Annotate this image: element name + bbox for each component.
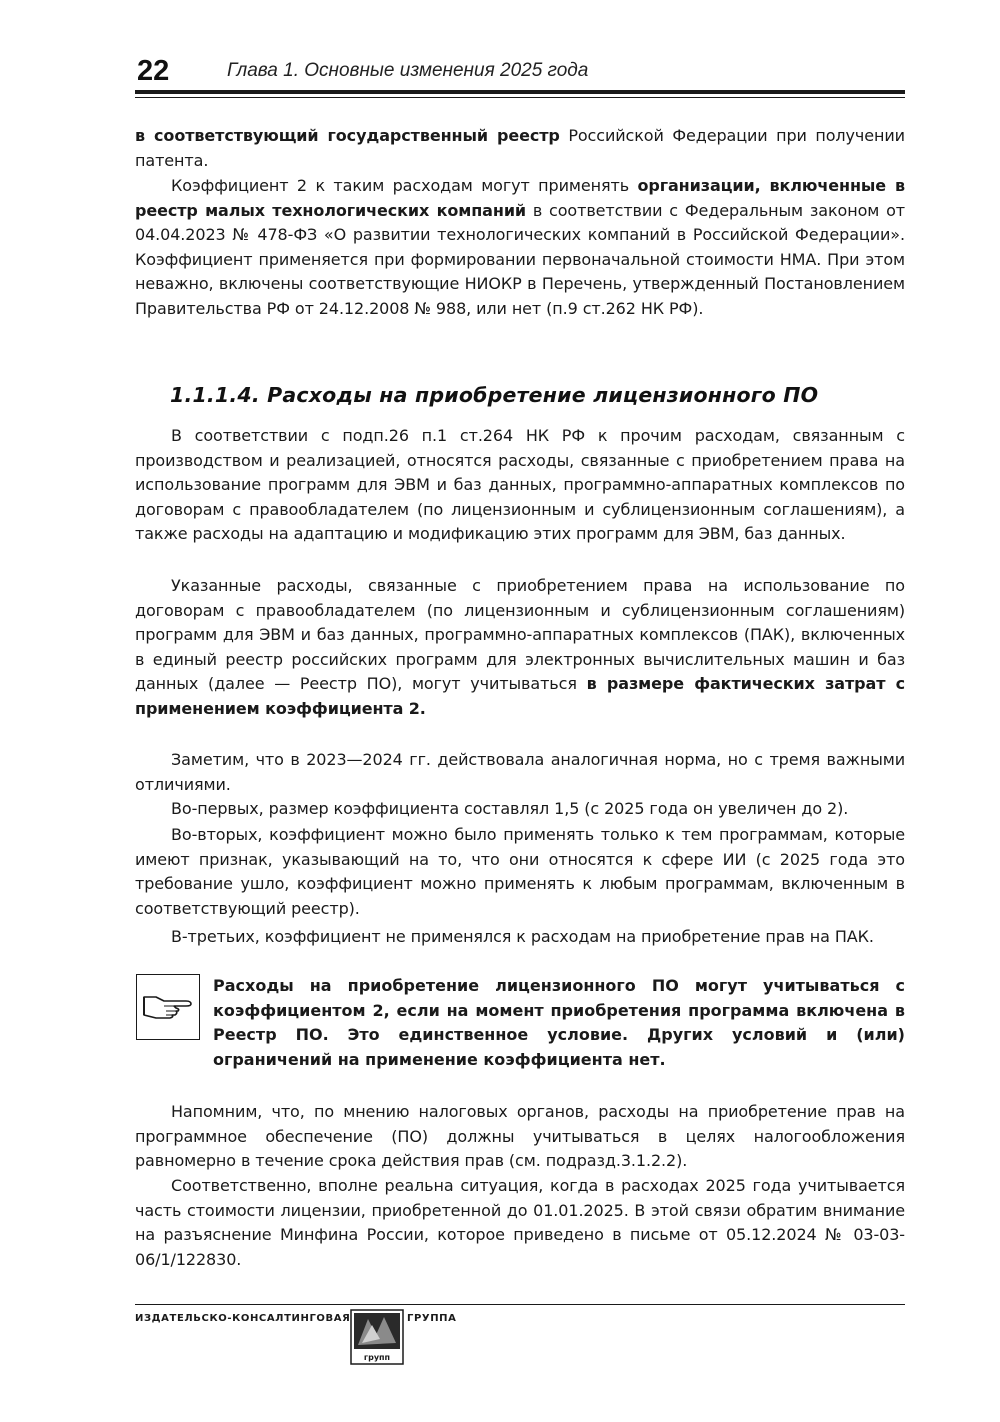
paragraph-6: [135, 797, 905, 822]
logo-caption: групп: [363, 1353, 391, 1362]
note-icon-box: [136, 974, 200, 1040]
paragraph-10: [135, 1174, 905, 1272]
text-run: Российской Федерации при получении патента.: [135, 126, 905, 170]
text-run: организации, включенные в реестр малых технологических компаний: [135, 176, 905, 220]
text-run: в соответствующий государственный реестр: [135, 126, 560, 145]
paragraph-2: [135, 174, 905, 321]
paragraph-1: [135, 124, 905, 173]
publisher-logo-icon: [350, 1309, 404, 1365]
paragraph-8: [135, 925, 905, 950]
publisher-name-right: ГРУППА: [407, 1313, 457, 1324]
text-run: В соответствии с подп.26 п.1 ст.264 НК РФ к прочим расходам, связанным с производством и реализацией, относятся расходы, связанные с приобретением права на использование программ для ЭВМ и баз данных, программно-аппаратных комплексов по договорам с правообладателем (по лицензионным и сублицензионным соглашениям), а также расходы на адаптацию и модификацию этих программ для ЭВМ, баз данных.: [135, 426, 905, 543]
text-run: Соответственно, вполне реальна ситуация, когда в расходах 2025 года учитывается часть стоимости лицензии, приобретенной до 01.01.2025. В этой связи обратим внимание на разъяснение Минфина России, которое приведено в письме от 05.12.2024 № 03-03-06/1/122830.: [135, 1176, 905, 1269]
header-rule-thick: [135, 90, 905, 94]
text-run: Во-вторых, коэффициент можно было применять только к тем программам, которые имеют признак, указывающий на то, что они относятся к сфере ИИ (с 2025 года это требование ушло, коэффициент можно применять к любым программам, включенным в соответствующий реестр).: [135, 825, 905, 918]
paragraph-4: [135, 574, 905, 721]
paragraph-9: [135, 1100, 905, 1174]
footer-rule: [135, 1304, 905, 1305]
page-number: 22: [137, 55, 170, 87]
text-run: В-третьих, коэффициент не применялся к расходам на приобретение прав на ПАК.: [171, 927, 874, 946]
paragraph-5: [135, 748, 905, 797]
paragraph-7: [135, 823, 905, 921]
text-run: в размере фактических затрат с применением коэффициента 2.: [135, 674, 905, 718]
text-run: Коэффициент 2 к таким расходам могут применять: [171, 176, 638, 195]
text-run: Заметим, что в 2023—2024 гг. действовала аналогичная норма, но с тремя важными отличиями.: [135, 750, 905, 794]
page-header: [135, 52, 905, 92]
chapter-title: Глава 1. Основные изменения 2025 года: [227, 60, 589, 81]
header-rule-thin: [135, 97, 905, 98]
pointing-hand-icon: [142, 991, 194, 1021]
text-run: в соответствии с Федеральным законом от 04.04.2023 № 478-ФЗ «О развитии технологических компаний в Российской Федерации». Коэффициент применяется при формировании первоначальной стоимости НМА. При этом неважно, включены соответствующие НИОКР в Перечень, утвержденный Постановлением Правительства РФ от 24.12.2008 № 988, или нет (п.9 ст.262 НК РФ).: [135, 200, 905, 318]
text-run: Во-первых, размер коэффициента составлял 1,5 (с 2025 года он увеличен до 2).: [171, 799, 849, 818]
text-run: Напомним, что, по мнению налоговых органов, расходы на приобретение прав на программное обеспечение (ПО) должны учитываться в целях налогообложения равномерно в течение срока действия прав (см. подразд.3.1.2.2).: [135, 1102, 905, 1170]
callout-note: Расходы на приобретение лицензионного ПО могут учитываться с коэффициентом 2, если на момент приобретения программа включена в Реестр ПО. Это единственное условие. Других условий и (или) ограничений на применение коэффициента нет.: [213, 976, 905, 1069]
text-run: Указанные расходы, связанные с приобретением права на использование по договорам с правообладателем (по лицензионным и сублицензионным соглашениям) программ для ЭВМ и баз данных, программно-аппаратных комплексов (ПАК), включенных в единый реестр российских программ для электронных вычислительных машин и баз данных (далее — Реестр ПО), могут учитываться: [135, 576, 905, 693]
section-heading: 1.1.1.4. Расходы на приобретение лицензионного ПО: [170, 383, 819, 407]
paragraph-3: [135, 424, 905, 547]
publisher-name-left: ИЗДАТЕЛЬСКО-КОНСАЛТИНГОВАЯ: [135, 1313, 351, 1324]
